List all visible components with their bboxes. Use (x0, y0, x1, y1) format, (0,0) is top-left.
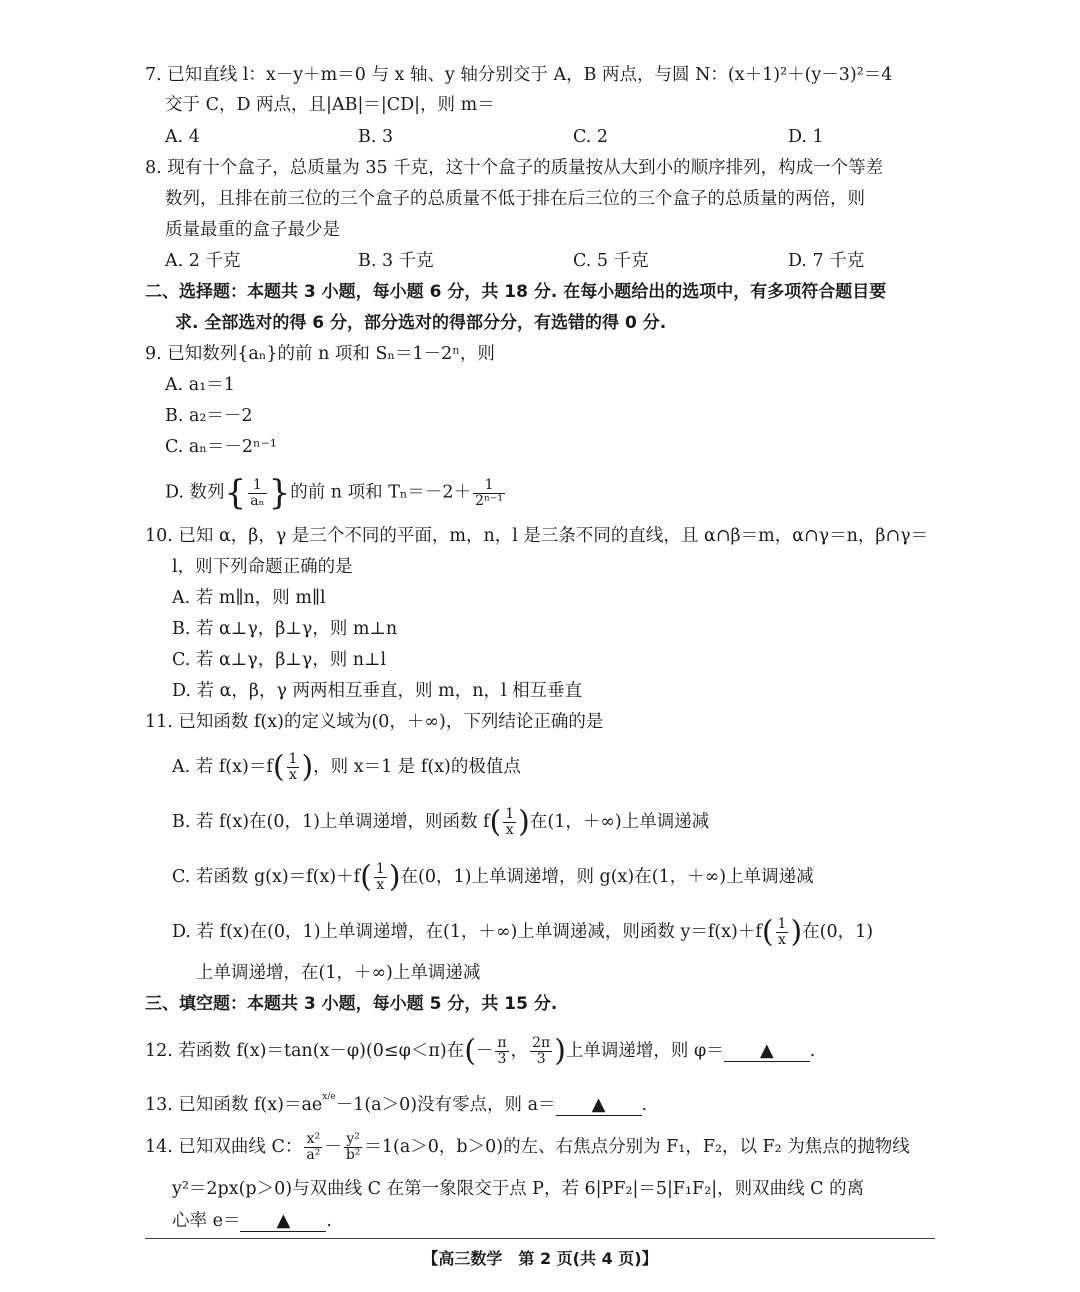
q7-stem-line2: 交于 C，D 两点，且|AB|＝|CD|，则 m＝ (165, 95, 495, 115)
fraction-denominator: 3 (497, 1051, 507, 1067)
q11-a-fraction (287, 752, 300, 783)
q11-a-suffix: ，则 x＝1 是 f(x)的极值点 (313, 757, 521, 777)
fraction-numerator: 1 (375, 861, 385, 877)
q9-d-fraction-2 (473, 478, 505, 509)
q11-b-prefix: B. 若 f(x)在(0，1)上单调递增，则函数 f (172, 812, 490, 832)
q8-option-d: D. 7 千克 (788, 251, 865, 271)
q11-b-fraction (503, 807, 516, 838)
footer-divider (145, 1238, 935, 1239)
q9-option-d (165, 473, 507, 513)
q7-option-a: A. 4 (165, 127, 200, 147)
page-footer: 【高三数学 第 2 页(共 4 页)】 (422, 1249, 658, 1268)
q11-d-suffix: 在(0，1) (802, 922, 874, 942)
right-paren: ) (388, 859, 401, 895)
q11-option-d (172, 914, 874, 950)
q8-option-b: B. 3 千克 (358, 251, 434, 271)
q13-end: . (641, 1094, 648, 1115)
q11-stem: 11. 已知函数 f(x)的定义域为(0，＋∞)，下列结论正确的是 (145, 712, 604, 732)
left-brace: { (224, 473, 247, 513)
fraction-denominator: b² (345, 1147, 361, 1163)
q11-option-c (172, 859, 814, 895)
left-paren: ( (360, 859, 372, 895)
q11-d-prefix: D. 若 f(x)在(0，1)上单调递增，在(1，＋∞)上单调递减，则函数 y＝f(x)＋f (172, 922, 762, 942)
q14-stem-line2: y²＝2px(p＞0)与双曲线 C 在第一象限交于点 P，若 6|PF₂|＝5|F₁F₂|，则双曲线 C 的离 (172, 1179, 865, 1199)
section2-heading-line2: 求. 全部选对的得 6 分，部分选对的得部分分，有选错的得 0 分. (175, 313, 667, 333)
fraction-denominator: aₙ (250, 492, 265, 509)
q11-c-suffix: 在(0，1)上单调递增，则 g(x)在(1，＋∞)上单调递减 (400, 867, 814, 887)
q12-fraction-2 (530, 1036, 552, 1067)
left-paren: ( (489, 804, 502, 840)
left-paren: ( (464, 1033, 476, 1069)
q8-stem-line2: 数列，且排在前三位的三个盒子的总质量不低于排在后三位的三个盒子的总质量的两倍，则 (165, 189, 865, 209)
section2-heading-line1: 二、选择题：本题共 3 小题，每小题 6 分，共 18 分. 在每小题给出的选项中，有多项符合题目要 (145, 282, 887, 302)
q11-d-fraction (776, 917, 789, 948)
q14-stem-line3 (172, 1210, 332, 1232)
q10-option-a: A. 若 m∥n，则 m∥l (172, 588, 326, 608)
q14-answer-blank[interactable]: ▲ (240, 1211, 326, 1232)
left-paren: ( (761, 914, 774, 950)
q7-stem-line1: 7. 已知直线 l：x－y＋m＝0 与 x 轴、y 轴分别交于 A，B 两点，与圆 N：(x＋1)²＋(y－3)²＝4 (145, 65, 893, 85)
q12-end: . (809, 1041, 816, 1061)
q11-b-suffix: 在(1，＋∞)上单调递减 (529, 812, 710, 832)
q11-c-fraction (374, 862, 387, 893)
q9-option-a: A. a₁＝1 (165, 375, 235, 395)
q9-d-fraction-1 (248, 478, 266, 509)
minus-sign: － (324, 1137, 342, 1157)
q13-prefix: 13. 已知函数 f(x)＝ae (145, 1094, 323, 1115)
fraction-denominator: a² (306, 1147, 321, 1163)
q9-stem: 9. 已知数列{aₙ}的前 n 项和 Sₙ＝1－2ⁿ，则 (145, 344, 495, 364)
q11-option-a (172, 749, 521, 785)
fraction-numerator: 1 (288, 751, 298, 767)
q14-line3-prefix: 心率 e＝ (172, 1211, 241, 1231)
q10-stem-line2: l，则下列命题正确的是 (172, 557, 353, 577)
q14-fraction-2 (344, 1132, 363, 1163)
q12-answer-blank[interactable]: ▲ (724, 1041, 810, 1062)
q14-stem-line1 (145, 1132, 910, 1163)
q13-answer-blank[interactable]: ▲ (556, 1095, 642, 1116)
q11-c-prefix: C. 若函数 g(x)＝f(x)＋f (172, 867, 361, 887)
q7-option-d: D. 1 (788, 127, 824, 147)
q12-suffix: 上单调递增，则 φ＝ (565, 1041, 724, 1061)
q10-option-b: B. 若 α⊥γ，β⊥γ，则 m⊥n (172, 619, 398, 639)
q13-exponent: x/e (322, 1092, 336, 1102)
q9-d-prefix: D. 数列 (165, 482, 225, 503)
q8-option-a: A. 2 千克 (165, 251, 241, 271)
q9-d-middle: 的前 n 项和 Tₙ＝－2＋ (290, 482, 472, 503)
minus-sign: － (475, 1041, 494, 1061)
q11-option-b (172, 804, 710, 840)
fraction-numerator: 1 (505, 806, 515, 822)
q10-option-d: D. 若 α，β，γ 两两相互垂直，则 m，n，l 相互垂直 (172, 681, 583, 701)
q7-option-c: C. 2 (573, 127, 609, 147)
q12-stem (145, 1033, 816, 1069)
fraction-numerator: 1 (473, 478, 505, 494)
q7-option-b: B. 3 (358, 127, 394, 147)
fraction-denominator: x (289, 767, 297, 783)
right-paren: ) (554, 1033, 566, 1069)
fraction-numerator: 2π (532, 1035, 551, 1051)
q10-option-c: C. 若 α⊥γ，β⊥γ，则 n⊥l (172, 650, 387, 670)
fraction-numerator: 1 (777, 916, 787, 932)
q10-stem-line1: 10. 已知 α，β，γ 是三个不同的平面，m，n，l 是三条不同的直线，且 α∩β＝m，α∩γ＝n，β∩γ＝ (145, 526, 929, 546)
fraction-numerator: y² (344, 1132, 363, 1148)
fraction-denominator: x (376, 877, 385, 893)
left-paren: ( (272, 749, 285, 785)
q12-fraction-1 (495, 1036, 508, 1067)
fraction-numerator: π (497, 1035, 507, 1051)
right-paren: ) (790, 914, 803, 950)
q13-middle: －1(a＞0)没有零点，则 a＝ (335, 1094, 556, 1115)
fraction-denominator: 3 (536, 1051, 546, 1067)
q9-option-b: B. a₂＝－2 (165, 406, 253, 426)
q8-option-c: C. 5 千克 (573, 251, 649, 271)
q13-stem (145, 1090, 647, 1116)
right-paren: ) (301, 749, 314, 785)
fraction-numerator: 1 (248, 478, 266, 494)
fraction-denominator: x (778, 932, 786, 948)
q14-prefix: 14. 已知双曲线 C： (145, 1137, 303, 1157)
q8-stem-line1: 8. 现有十个盒子，总质量为 35 千克，这十个盒子的质量按从大到小的顺序排列，构成一个等差 (145, 158, 884, 178)
q9-option-c: C. aₙ＝－2ⁿ⁻¹ (165, 437, 277, 457)
right-paren: ) (518, 804, 530, 840)
q11-option-d-line2: 上单调递增，在(1，＋∞)上单调递减 (196, 963, 481, 983)
q14-suffix: ＝1(a＞0，b＞0)的左、右焦点分别为 F₁，F₂，以 F₂ 为焦点的抛物线 (364, 1137, 910, 1157)
comma: ， (510, 1041, 529, 1061)
fraction-numerator: x² (304, 1132, 322, 1148)
right-brace: } (268, 473, 291, 513)
q14-fraction-1 (304, 1132, 322, 1163)
section3-heading: 三、填空题：本题共 3 小题，每小题 5 分，共 15 分. (145, 994, 558, 1014)
q11-a-prefix: A. 若 f(x)＝f (172, 757, 273, 777)
fraction-denominator: x (505, 822, 514, 838)
q8-stem-line3: 质量最重的盒子最少是 (165, 220, 340, 240)
fraction-denominator: 2ⁿ⁻¹ (475, 492, 504, 509)
q14-end: . (326, 1211, 332, 1231)
q12-prefix: 12. 若函数 f(x)＝tan(x－φ)(0≤φ＜π)在 (145, 1041, 465, 1061)
